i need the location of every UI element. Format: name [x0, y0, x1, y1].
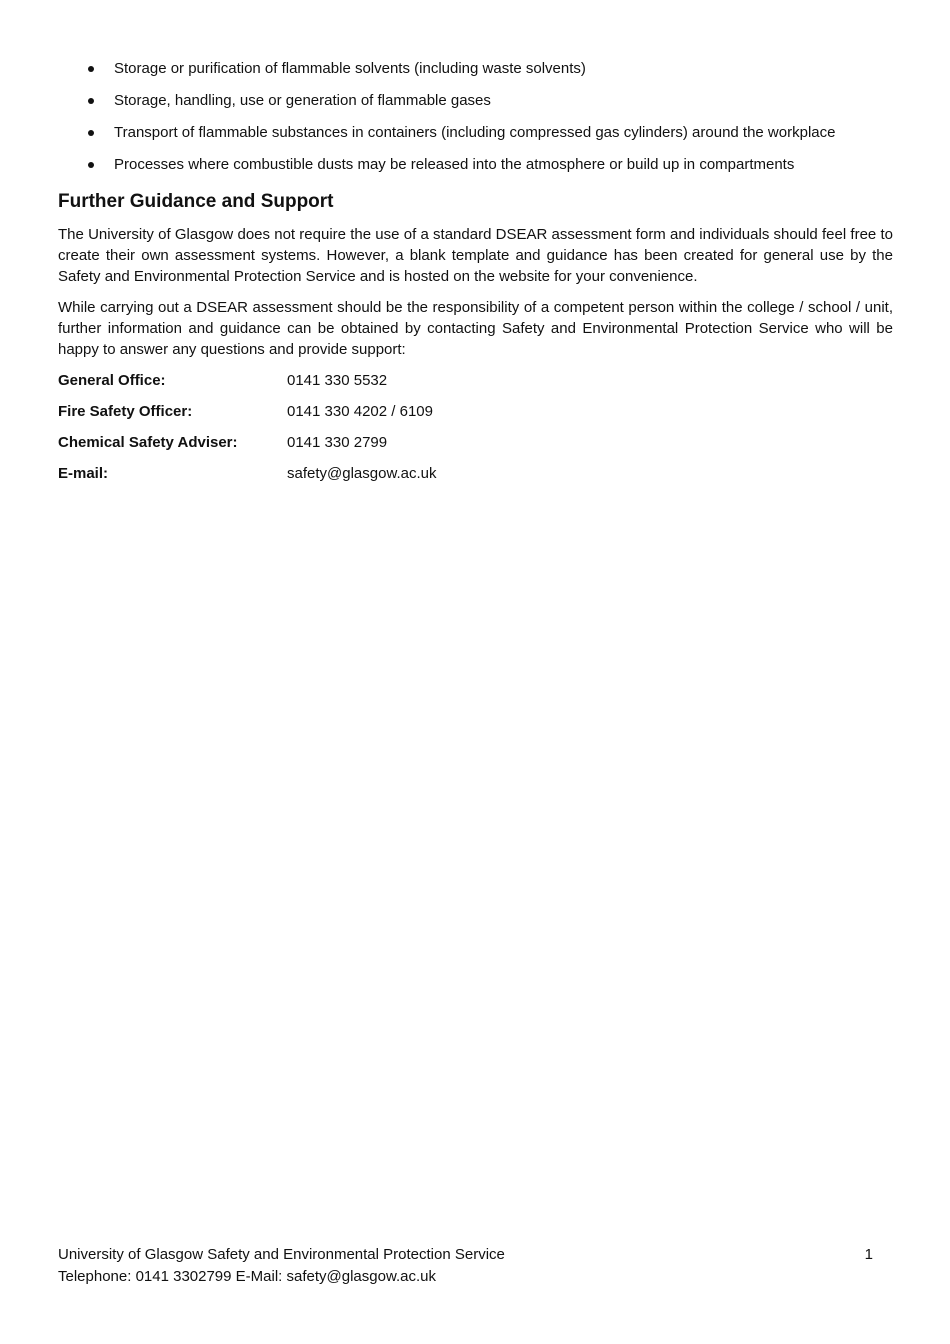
bullet-icon [88, 130, 94, 136]
contact-value: 0141 330 4202 / 6109 [287, 403, 433, 420]
bullet-icon [88, 98, 94, 104]
table-row [58, 370, 436, 401]
section-heading: Further Guidance and Support [58, 191, 334, 212]
contact-label: General Office: [58, 372, 166, 389]
bullet-icon [88, 66, 94, 72]
list-item [58, 122, 893, 144]
list-item [58, 58, 893, 80]
email-value: safety@glasgow.ac.uk [287, 465, 437, 482]
paragraph: The University of Glasgow does not require the use of a standard DSEAR assessment form and individuals should feel free to create their own assessment systems. However, a blank template and guidance has been created for general use by the Safety and Environmental Protection Service and is hosted on the website for your convenience. [58, 226, 893, 285]
contact-value: 0141 330 2799 [287, 434, 388, 451]
footer-contact: Telephone: 0141 3302799 E-Mail: safety@glasgow.ac.uk [58, 1268, 436, 1285]
contact-value: 0141 330 5532 [287, 372, 388, 389]
list-item-text: Storage or purification of flammable solvents (including waste solvents) [114, 60, 586, 77]
contact-label: Fire Safety Officer: [58, 403, 193, 420]
list-item-text: Storage, handling, use or generation of flammable gases [114, 92, 491, 109]
page-footer [58, 1244, 873, 1288]
bullet-list [58, 58, 893, 176]
bullet-icon [88, 162, 94, 168]
footer-organization: University of Glasgow Safety and Environmental Protection Service [58, 1246, 505, 1263]
contact-label: Chemical Safety Adviser: [58, 434, 238, 451]
table-row [58, 401, 436, 432]
contact-label: E-mail: [58, 465, 109, 482]
contacts-table [58, 370, 436, 494]
list-item [58, 154, 893, 176]
page-number: 1 [864, 1246, 873, 1263]
list-item-text: Processes where combustible dusts may be released into the atmosphere or build up in compartments [114, 156, 795, 173]
list-item [58, 90, 893, 112]
table-row [58, 432, 436, 463]
paragraph: While carrying out a DSEAR assessment should be the responsibility of a competent person within the college / school / unit, further information and guidance can be obtained by contacting Safety and Environmental Protection Service who will be happy to answer any questions and provide support: [58, 299, 893, 358]
document-page [58, 58, 893, 494]
list-item-text: Transport of flammable substances in containers (including compressed gas cylinders) around the workplace [114, 124, 836, 141]
table-row [58, 463, 436, 494]
